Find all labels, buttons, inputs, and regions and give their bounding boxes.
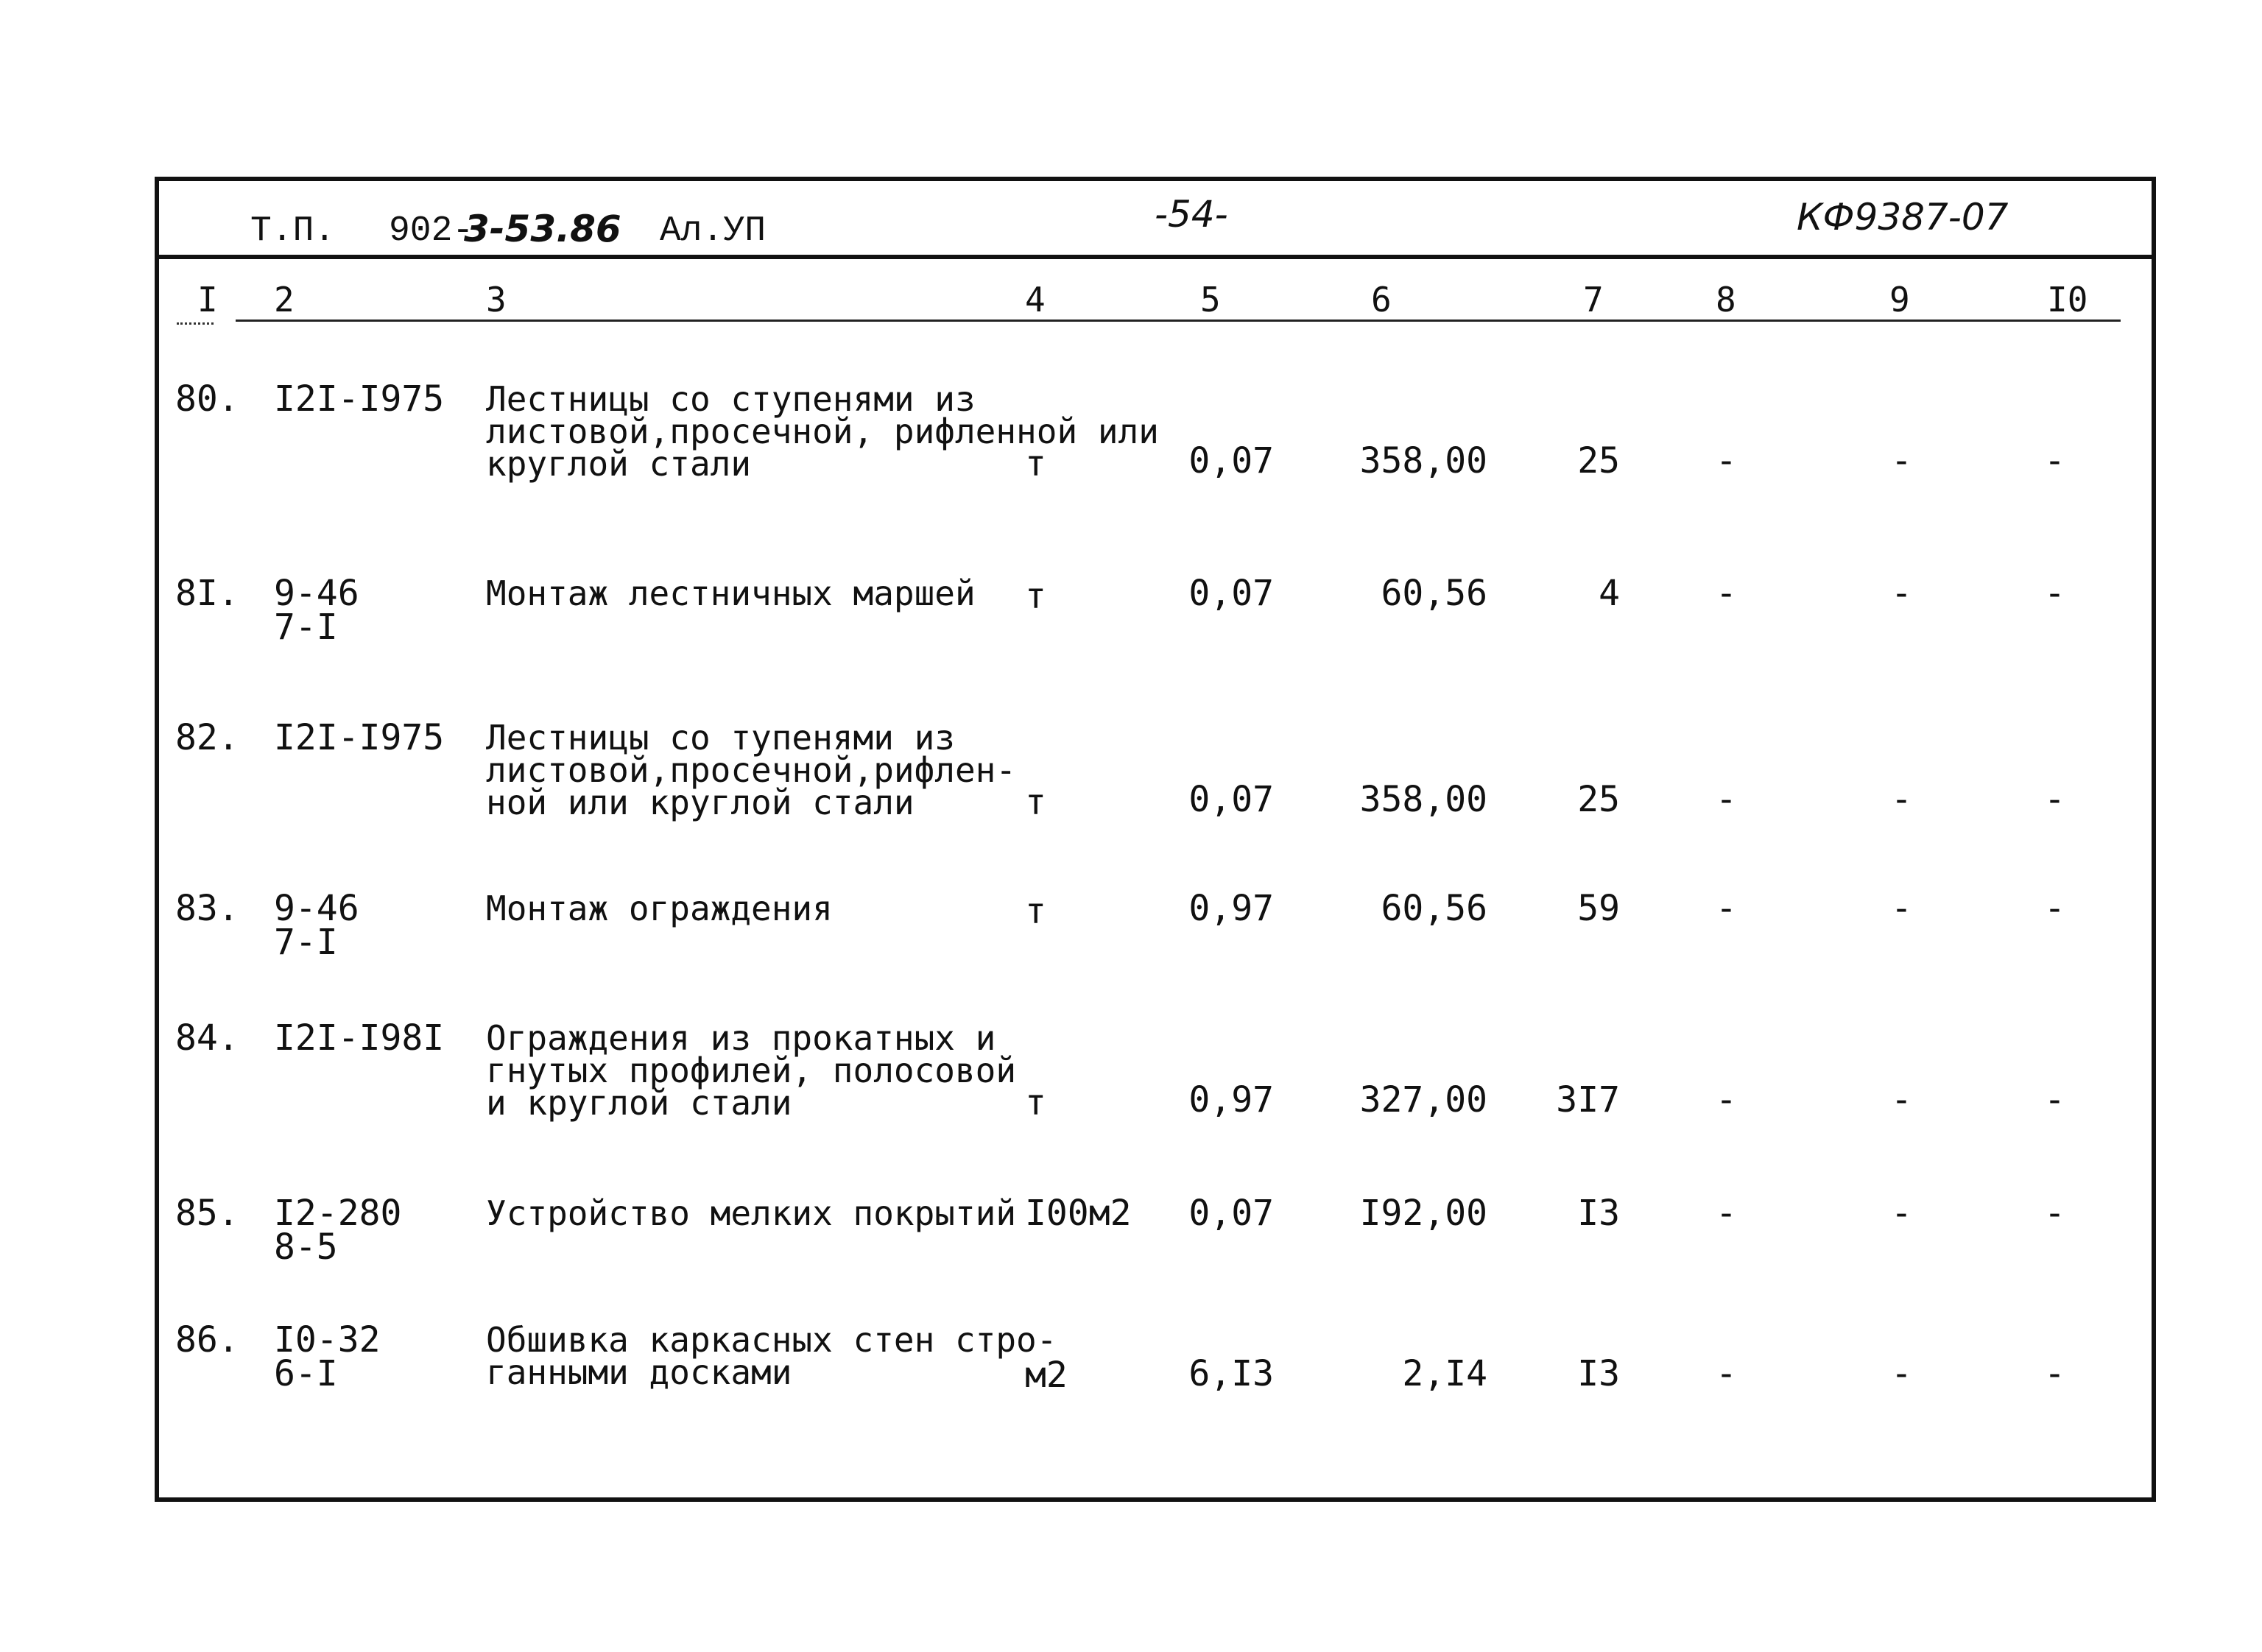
- header-project-handwritten: 3-53.86: [464, 208, 621, 250]
- row-col10: -: [2044, 1079, 2065, 1120]
- row-unit: т: [1025, 782, 1046, 823]
- row-quantity: 0,07: [1188, 440, 1274, 481]
- row-col10: -: [2044, 888, 2065, 929]
- row-description: ной или круглой стали: [486, 783, 915, 822]
- row-total: 59: [1577, 888, 1620, 929]
- column-number-7: 7: [1583, 280, 1604, 320]
- row-col10: -: [2044, 440, 2065, 481]
- row-price: I92,00: [1359, 1193, 1487, 1234]
- column-number-5: 5: [1200, 280, 1221, 320]
- column-number-1: I: [197, 280, 218, 320]
- row-col9: -: [1891, 440, 1912, 481]
- row-price: 60,56: [1381, 888, 1487, 929]
- row-col8: -: [1716, 573, 1737, 614]
- row-col9: -: [1891, 1353, 1912, 1394]
- row-price: 358,00: [1359, 440, 1487, 481]
- row-code: 9-46: [274, 573, 359, 614]
- row-col10: -: [2044, 1193, 2065, 1234]
- row-price: 327,00: [1359, 1079, 1487, 1120]
- document-code: КФ9387-07: [1797, 196, 2009, 239]
- row-code: I2-280: [274, 1193, 402, 1234]
- row-description: Лестницы со ступенями из: [486, 379, 976, 419]
- row-unit: т: [1025, 1082, 1046, 1123]
- row-quantity: 0,07: [1188, 573, 1274, 614]
- row-col8: -: [1716, 1079, 1737, 1120]
- row-unit: I00м2: [1025, 1193, 1132, 1234]
- row-number: 8I.: [175, 573, 239, 614]
- header-tp: Т.П.: [250, 211, 336, 251]
- row-col8: -: [1716, 888, 1737, 929]
- row-number: 83.: [175, 888, 239, 929]
- row-description: Обшивка каркасных стен стро-: [486, 1320, 1057, 1360]
- header-album: Ал.УП: [660, 211, 767, 251]
- row-description: Монтаж ограждения: [486, 889, 833, 928]
- column-number-6: 6: [1371, 280, 1392, 320]
- row-description: Лестницы со тупенями из: [486, 718, 955, 758]
- row-number: 80.: [175, 378, 239, 420]
- row-code: 7-I: [274, 922, 338, 963]
- row-col9: -: [1891, 1193, 1912, 1234]
- row-col9: -: [1891, 573, 1912, 614]
- column-header-rule: [236, 320, 2121, 322]
- row-description: круглой стали: [486, 444, 752, 484]
- row-description: гнутых профилей, полосовой: [486, 1051, 1017, 1090]
- row-number: 82.: [175, 717, 239, 758]
- row-total: I3: [1577, 1353, 1620, 1394]
- column-number-3: 3: [486, 280, 507, 320]
- row-description: Монтаж лестничных маршей: [486, 573, 976, 613]
- row-total: 3I7: [1556, 1079, 1620, 1120]
- row-code: I0-32: [274, 1319, 381, 1360]
- row-col10: -: [2044, 779, 2065, 820]
- row-unit: т: [1025, 576, 1046, 617]
- row-col9: -: [1891, 1079, 1912, 1120]
- row-code: 9-46: [274, 888, 359, 929]
- row-unit: т: [1025, 443, 1046, 484]
- row-unit: м2: [1025, 1355, 1068, 1396]
- row-col9: -: [1891, 888, 1912, 929]
- row-description: Ограждения из прокатных и: [486, 1018, 996, 1058]
- row-col8: -: [1716, 779, 1737, 820]
- column-number-2: 2: [274, 280, 295, 320]
- row-code: 7-I: [274, 607, 338, 648]
- row-quantity: 0,07: [1188, 1193, 1274, 1234]
- row-description: и круглой стали: [486, 1083, 792, 1123]
- row-description: ганными досками: [486, 1352, 792, 1392]
- column-1-dash: [177, 322, 214, 325]
- row-description: Устройство мелких покрытий: [486, 1193, 1017, 1233]
- row-col9: -: [1891, 779, 1912, 820]
- row-price: 2,I4: [1402, 1353, 1487, 1394]
- row-code: I2I-I975: [274, 378, 445, 420]
- row-total: I3: [1577, 1193, 1620, 1234]
- row-price: 60,56: [1381, 573, 1487, 614]
- row-unit: т: [1025, 891, 1046, 932]
- row-col8: -: [1716, 1193, 1737, 1234]
- row-total: 25: [1577, 440, 1620, 481]
- table-frame: [155, 177, 2156, 1502]
- row-col10: -: [2044, 1353, 2065, 1394]
- row-quantity: 0,97: [1188, 888, 1274, 929]
- row-code: I2I-I975: [274, 717, 445, 758]
- row-quantity: 0,07: [1188, 779, 1274, 820]
- row-number: 84.: [175, 1017, 239, 1059]
- row-col10: -: [2044, 573, 2065, 614]
- row-col8: -: [1716, 1353, 1737, 1394]
- header-divider: [155, 255, 2156, 259]
- row-number: 86.: [175, 1319, 239, 1360]
- header-project-printed: 902-: [389, 211, 474, 251]
- row-total: 25: [1577, 779, 1620, 820]
- row-quantity: 0,97: [1188, 1079, 1274, 1120]
- row-description: листовой,просечной, рифленной или: [486, 412, 1159, 451]
- column-number-9: 9: [1889, 280, 1910, 320]
- row-code: I2I-I98I: [274, 1017, 445, 1059]
- page-number: -54-: [1155, 193, 1228, 236]
- column-number-10: I0: [2047, 280, 2088, 320]
- row-total: 4: [1599, 573, 1620, 614]
- row-col8: -: [1716, 440, 1737, 481]
- row-description: листовой,просечной,рифлен-: [486, 750, 1017, 790]
- row-code: 8-5: [274, 1226, 338, 1268]
- column-number-8: 8: [1716, 280, 1736, 320]
- row-number: 85.: [175, 1193, 239, 1234]
- row-price: 358,00: [1359, 779, 1487, 820]
- row-code: 6-I: [274, 1353, 338, 1394]
- column-number-4: 4: [1025, 280, 1046, 320]
- row-quantity: 6,I3: [1188, 1353, 1274, 1394]
